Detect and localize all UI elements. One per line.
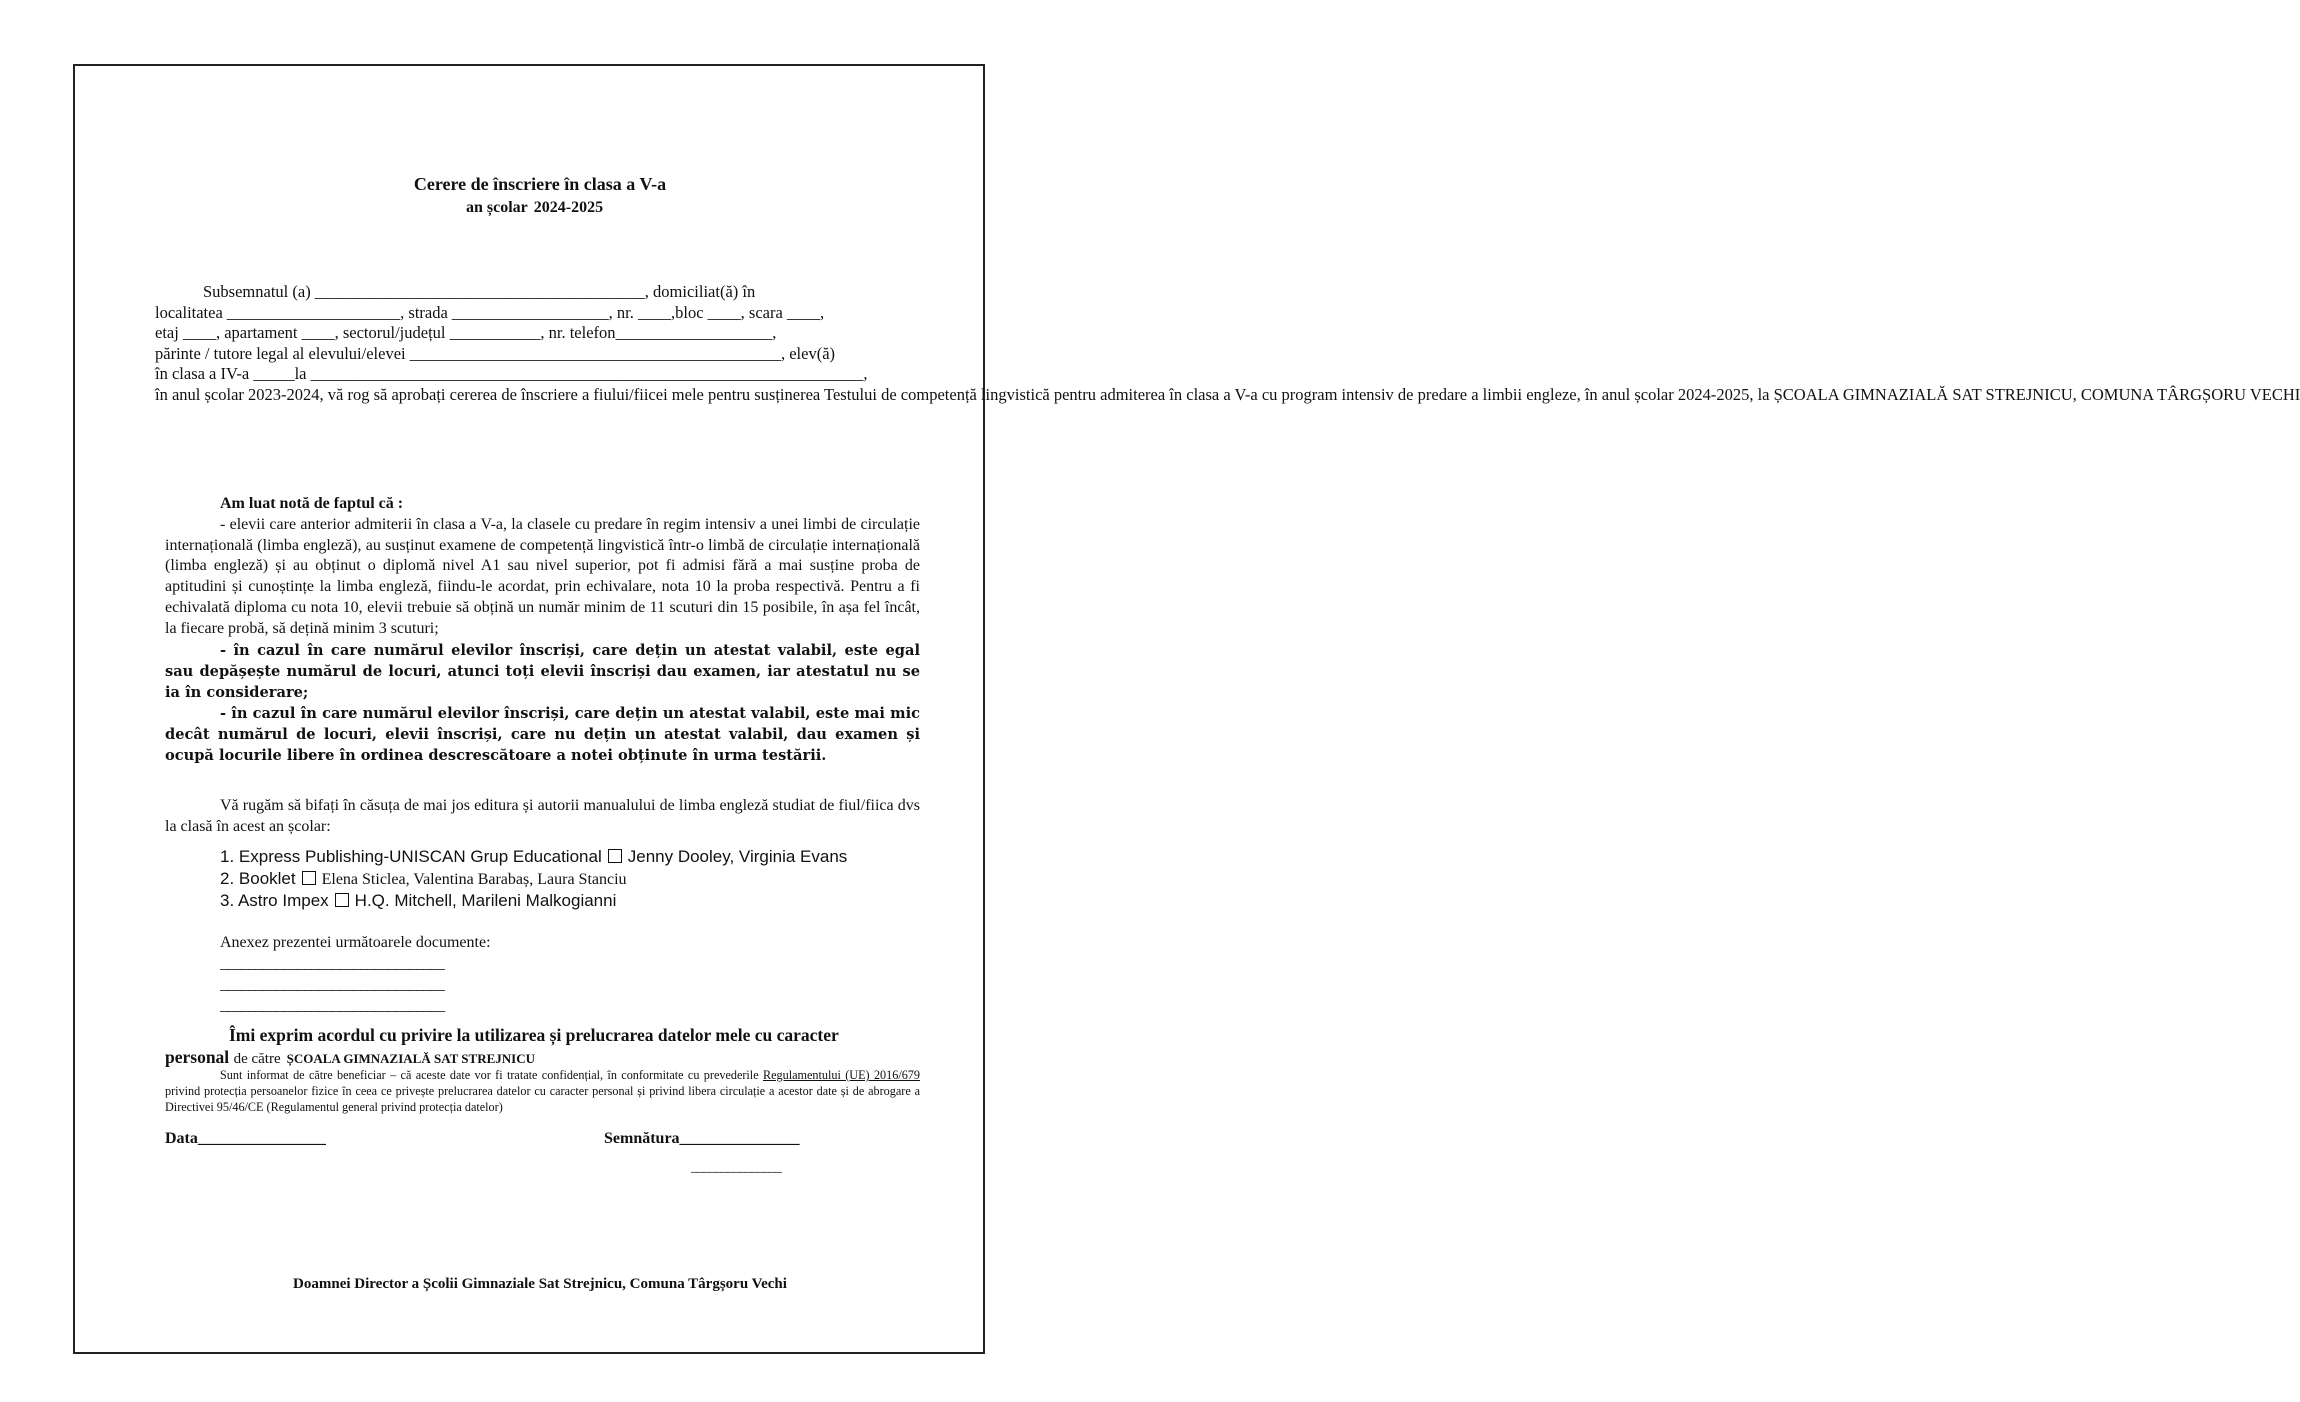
consent-personal: personal <box>165 1047 230 1067</box>
notice-paragraph-2: - în cazul în care numărul elevilor înscriși, care dețin un atestat valabil, este egal sau depășește numărul de locuri, atunci toți elevii înscriși dau examen, iar atestatul nu se ia în considerare; <box>165 641 920 701</box>
manual-options <box>220 846 847 912</box>
notice-heading: Am luat notă de faptul că : <box>220 495 404 512</box>
notice-section <box>165 494 920 766</box>
annex-line[interactable]: ________________________________ <box>220 997 444 1014</box>
annex-line[interactable]: ________________________________ <box>220 976 444 993</box>
annex-label: Anexez prezentei următoarele documente: <box>220 934 491 951</box>
form-line-address-2[interactable]: etaj ____, apartament ____, sectorul/județul ___________, nr. telefon___________________, <box>155 323 777 343</box>
manual-instructions <box>165 795 920 837</box>
gdpr-text-after: privind protecția persoanelor fizice în ceea ce privește prelucrarea datelor cu caracter personal și privind libera circulație a acestor date și de abrogare a Directivei 95/46/CE (Regulamentul general privind protecția datelor) <box>165 1084 920 1114</box>
annex-section <box>220 932 491 1016</box>
school-year <box>466 199 603 217</box>
checkbox-express-publishing[interactable] <box>608 849 622 863</box>
option-astro-impex <box>220 890 847 912</box>
form-line-parent[interactable]: părinte / tutore legal al elevului/elevei _____________________________________________, elev(ă) <box>155 343 836 363</box>
form-line-name[interactable]: Subsemnatul (a) ________________________________________, domiciliat(ă) în <box>203 282 756 301</box>
gdpr-text <box>165 1067 920 1115</box>
option-publisher: 3. Astro Impex <box>220 891 329 910</box>
addressee-footer: Doamnei Director a Școlii Gimnaziale Sat Strejnicu, Comuna Târgșoru Vechi <box>293 1276 787 1292</box>
option-booklet <box>220 868 847 891</box>
consent-text: Îmi exprim acordul cu privire la utilizarea și prelucrarea datelor mele cu caracter <box>229 1025 839 1045</box>
date-field[interactable]: Data________________ <box>165 1130 326 1147</box>
consent-school: ȘCOALA GIMNAZIALĂ SAT STREJNICU <box>286 1051 535 1066</box>
manual-text: Vă rugăm să bifați în căsuța de mai jos editura și autorii manualului de limba engleză studiat de fiul/fiica dvs la clasă în acest an școlar: <box>165 797 920 835</box>
gdpr-notice <box>165 1067 920 1115</box>
annex-line[interactable]: ________________________________ <box>220 955 444 972</box>
option-authors: H.Q. Mitchell, Marileni Malkogianni <box>354 891 617 910</box>
option-authors: Elena Sticlea, Valentina Barabaș, Laura Stanciu <box>321 870 627 888</box>
notice-paragraph-1: - elevii care anterior admiterii în clasa a V-a, la clasele cu predare în regim intensiv a unei limbi de circulație internațională (limba engleză), au susținut examene de competență lingvistică într-o limbă de circulație internațională (limba engleză) și au obținut o diplomă nivel A1 sau nivel superior, pot fi admisi fără a mai susține proba de aptitudini și cunoștințe la limba engleză, fiindu-le acordat, prin echivalare, nota 10 la proba respectivă. Pentru a fi echivalată diploma cu nota 10, elevii trebuie să obțină un număr minim de 11 scuturi din 15 posibile, în așa fel încât, la fiecare probă, să dețină minim 3 scuturi; <box>165 515 920 637</box>
form-line-address[interactable]: localitatea _____________________, strada ___________________, nr. ____,bloc ____, scara ____, <box>155 302 825 322</box>
option-express-publishing <box>220 846 847 868</box>
applicant-details <box>155 282 2300 406</box>
document-title: Cerere de înscriere în clasa a V-a <box>413 174 667 194</box>
form-line-class[interactable]: în clasa a IV-a _____la ___________________________________________________________________, <box>155 364 868 384</box>
checkbox-astro-impex[interactable] <box>335 893 349 907</box>
gdpr-regulation-link: Regulamentului (UE) 2016/679 <box>762 1068 920 1082</box>
option-authors: Jenny Dooley, Virginia Evans <box>627 847 848 866</box>
signature-field[interactable]: Semnătura_______________ <box>604 1130 800 1147</box>
option-publisher: 2. Booklet <box>220 868 296 888</box>
school-year-value: 2024-2025 <box>533 199 604 216</box>
checkbox-booklet[interactable] <box>302 871 316 885</box>
request-text: în anul școlar 2023-2024, vă rog să aprobați cererea de înscriere a fiului/fiicei mele pentru susținerea Testului de competență lingvistică pentru admiterea în clasa a V-a cu program intensiv de predare a limbii engleze, în anul școlar 2024-2025, la ȘCOALA GIMNAZIALĂ SAT STREJNICU, COMUNA TÂRGȘORU VECHI <box>155 384 2300 404</box>
school-year-label: an școlar <box>466 199 528 216</box>
gdpr-text-before: Sunt informat de către beneficiar – că aceste date vor fi tratate confidențial, în conformitate cu prevederile <box>220 1068 759 1082</box>
notice-paragraph-3: - în cazul în care numărul elevilor înscriși, care dețin un atestat valabil, este mai mic decât numărul de locuri, elevii înscriși, care nu dețin un atestat valabil, dau examen și ocupă locurile libere în ordinea descrescătoare a notei obținute în urma testării. <box>165 704 920 764</box>
consent-by: de către <box>233 1051 281 1067</box>
signature-line: _______________ <box>691 1160 781 1175</box>
consent-statement <box>165 1024 920 1070</box>
option-publisher: 1. Express Publishing-UNISCAN Grup Educational <box>220 847 602 866</box>
